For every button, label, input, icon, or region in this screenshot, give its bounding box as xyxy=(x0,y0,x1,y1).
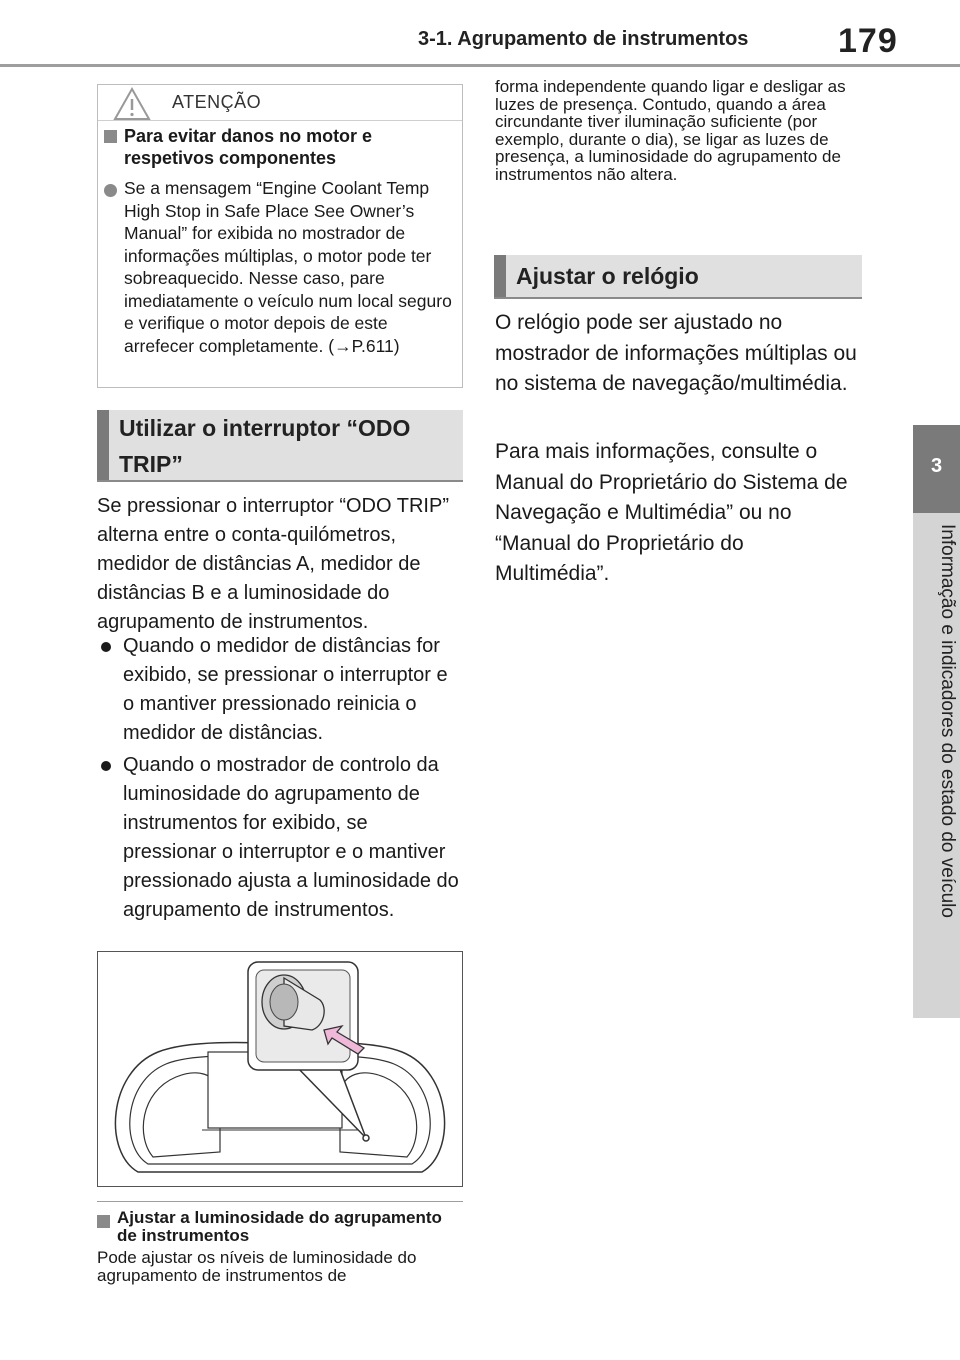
header-divider xyxy=(0,64,960,67)
section-title: Ajustar o relógio xyxy=(516,263,699,289)
odo-bullet-1: Quando o medidor de distâncias for exibido, se pressionar o interruptor e o mantiver pressionado reinicia o medidor de distâncias. xyxy=(123,635,448,744)
square-bullet-icon xyxy=(104,130,117,143)
warning-divider xyxy=(98,120,462,121)
clock-paragraph-1: O relógio pode ser ajustado no mostrador de informações múltiplas ou no sistema de navegação/multimédia. xyxy=(495,311,857,395)
chapter-title: Informação e indicadores do estado do veículo xyxy=(937,524,958,918)
square-bullet-icon xyxy=(97,1215,110,1228)
brightness-body: Pode ajustar os níveis de luminosidade do agrupamento de instrumentos de xyxy=(97,1248,417,1285)
section-header-clock xyxy=(494,255,862,299)
round-bullet-icon xyxy=(104,184,117,197)
section-header-odo-trip xyxy=(97,410,463,482)
warning-title: ATENÇÃO xyxy=(172,92,262,112)
clock-paragraph-2: Para mais informações, consulte o Manual do Proprietário do Sistema de Navegação e Multimédia” ou no “Manual do Proprietário do Multimédia”. xyxy=(495,440,848,585)
odo-intro-paragraph: Se pressionar o interruptor “ODO TRIP” alterna entre o conta-quilómetros, medidor de distâncias A, medidor de distâncias B e a luminosidade do agrupamento de instrumentos. xyxy=(97,495,449,633)
bullet-dot-icon xyxy=(101,642,111,652)
odo-bullet-2: Quando o mostrador de controlo da luminosidade do agrupamento de instrumentos for exibido, se pressionar o interruptor e o mantiver pressionado ajusta a luminosidade do agrupamento de instrumentos. xyxy=(123,754,459,921)
section-header-bar xyxy=(97,410,109,480)
warning-body: Se a mensagem “Engine Coolant Temp High Stop in Safe Place See Owner’s Manual” for exibida no mostrador de informações múltiplas, o motor pode ter sobreaquecido. Nesse caso, pare imediatamente o veículo num local seguro e verifique o motor depois de este arrefecer completamente. (→P.611) xyxy=(124,178,452,356)
chapter-number: 3 xyxy=(930,455,943,477)
page-number: 179 xyxy=(838,22,898,60)
brightness-heading: Ajustar a luminosidade do agrupamento de instrumentos xyxy=(117,1208,442,1245)
warning-heading: Para evitar danos no motor e respetivos componentes xyxy=(124,126,373,168)
warning-triangle-icon xyxy=(112,86,152,122)
section-header-bar xyxy=(494,255,506,297)
bullet-dot-icon xyxy=(101,761,111,771)
press-arrow-icon xyxy=(320,1022,370,1058)
brightness-continuation: forma independente quando ligar e desligar as luzes de presença. Contudo, quando a área circundante tiver iluminação suficiente (por exemplo, durante o dia), se ligar as luzes de presença, a luminosidade do agrupamento de instrumentos não altera. xyxy=(495,77,846,184)
section-title: Utilizar o interruptor “ODO TRIP” xyxy=(119,415,411,477)
instrument-cluster-illustration xyxy=(97,951,463,1187)
running-header-title: 3-1. Agrupamento de instrumentos xyxy=(418,28,749,50)
instrument-cluster-drawing xyxy=(98,952,462,1186)
figure-divider xyxy=(97,1201,463,1202)
